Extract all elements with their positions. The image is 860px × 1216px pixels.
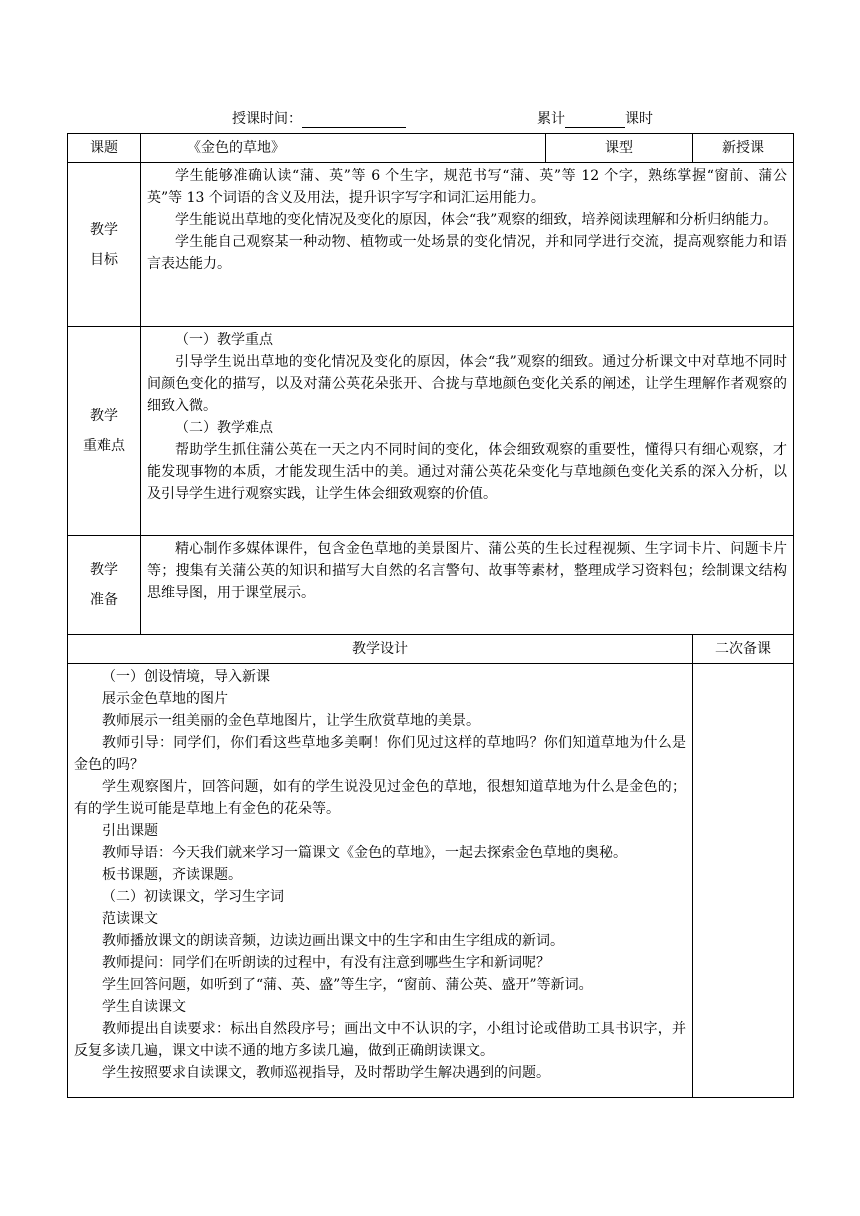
design-line: 学生自读课文: [102, 999, 186, 1015]
design-line: 教师提出自读要求：标出自然段序号；画出文中不认识的字，小组讨论或借助工具书识字，并反复多读几遍，课文中读不通的地方多读几遍，做到正确朗读课文。: [74, 1021, 686, 1059]
design-content-row: [68, 664, 794, 1098]
design-line: 范读课文: [102, 911, 158, 927]
objectives-label-line1: 教学: [90, 221, 118, 238]
design-header-row: [68, 635, 794, 664]
design-line: 教师导语：今天我们就来学习一篇课文《金色的草地》，一起去探索金色草地的奥秘。: [102, 845, 627, 861]
total-hours-prefix: 累计: [537, 111, 565, 127]
design-line: 教师展示一组美丽的金色草地图片，让学生欣赏草地的美景。: [102, 713, 480, 729]
design-line: 教师提问：同学们在听朗读的过程中，有没有注意到哪些生字和新词呢？: [102, 955, 550, 971]
type-label: 课型: [546, 134, 693, 163]
total-hours-suffix: 课时: [625, 111, 653, 127]
keypoints-label-line1: 教学: [90, 408, 118, 424]
preparation-label-line2: 准备: [90, 592, 118, 608]
design-line: （二）初读课文，学习生字词: [102, 889, 284, 905]
design-line: 教师播放课文的朗读音频，边读边画出课文中的生字和由生字组成的新词。: [102, 933, 564, 949]
design-line: 学生观察图片，回答问题，如有的学生说没见过金色的草地，很想知道草地为什么是金色的；有的学生说可能是草地上有金色的花朵等。: [74, 779, 686, 817]
keypoints-label: [68, 327, 141, 536]
keypoint-paragraph: 帮助学生抓住蒲公英在一天之内不同时间的变化，体会细致观察的重要性，懂得只有细心观察，才能发现事物的本质，才能发现生活中的美。通过对蒲公英花朵变化与草地颜色变化关系的深入分析，以及引导学生进行观察实践，让学生体会细致观察的价值。: [147, 442, 787, 502]
design-line: 引出课题: [102, 823, 158, 839]
lesson-time: [232, 108, 406, 128]
design-line: 展示金色草地的图片: [102, 691, 228, 707]
second-prep-content: [693, 664, 794, 1098]
topic-label: 课题: [68, 134, 141, 163]
objective-paragraph: 学生能自己观察某一种动物、植物或一处场景的变化情况，并和同学进行交流，提高观察能力和语言表达能力。: [147, 234, 787, 272]
total-hours-blank: [565, 113, 625, 128]
objective-paragraph: 学生能够准确认读“蒲、英”等 6 个生字，规范书写“蒲、英”等 12 个字，熟练掌握“窗前、蒲公英”等 13 个词语的含义及用法，提升识字写字和词汇运用能力。: [147, 168, 787, 206]
design-line: 教师引导：同学们，你们看这些草地多美啊！你们见过这样的草地吗？你们知道草地为什么是金色的吗？: [74, 735, 686, 773]
objectives-content: [141, 163, 794, 327]
keypoints-row: [68, 327, 794, 536]
lesson-time-blank: [302, 113, 406, 128]
preparation-paragraph: 精心制作多媒体课件，包含金色草地的美景图片、蒲公英的生长过程视频、生字词卡片、问题卡片等；搜集有关蒲公英的知识和描写大自然的名言警句、故事等素材，整理成学习资料包；绘制课文结构思维导图，用于课堂展示。: [147, 541, 787, 601]
topic-title: 《金色的草地》: [141, 134, 546, 163]
keypoint-heading: （一）教学重点: [175, 332, 273, 348]
lesson-time-label: 授课时间：: [232, 111, 302, 127]
keypoint-paragraph: 引导学生说出草地的变化情况及变化的原因，体会“我”观察的细致。通过分析课文中对草地不同时间颜色变化的描写，以及对蒲公英花朵张开、合拢与草地颜色变化关系的阐述，让学生理解作者观察的细致入微。: [147, 354, 787, 414]
keypoint-heading: （二）教学难点: [175, 420, 273, 436]
objective-paragraph: 学生能说出草地的变化情况及变化的原因，体会“我”观察的细致，培养阅读理解和分析归纳能力。: [175, 212, 778, 228]
page-header: [0, 108, 860, 130]
design-line: （一）创设情境，导入新课: [102, 669, 270, 685]
type-value: 新授课: [693, 134, 794, 163]
title-row: [68, 134, 794, 163]
total-hours: [537, 108, 653, 128]
design-content: [68, 664, 693, 1098]
design-line: 学生按照要求自读课文，教师巡视指导，及时帮助学生解决遇到的问题。: [102, 1065, 550, 1081]
keypoints-label-line2: 重难点: [83, 438, 125, 454]
objectives-label: [68, 163, 141, 327]
lesson-plan-table: [67, 133, 794, 1098]
preparation-label: [68, 536, 141, 635]
objectives-label-line2: 目标: [90, 251, 118, 268]
design-line: 学生回答问题，如听到了“蒲、英、盛”等生字，“窗前、蒲公英、盛开”等新词。: [102, 977, 593, 993]
keypoints-content: [141, 327, 794, 536]
second-prep-header: 二次备课: [693, 635, 794, 664]
preparation-content: [141, 536, 794, 635]
preparation-row: [68, 536, 794, 635]
design-line: 板书课题，齐读课题。: [102, 867, 242, 883]
preparation-label-line1: 教学: [90, 562, 118, 578]
objectives-row: [68, 163, 794, 327]
design-header: 教学设计: [68, 635, 693, 664]
